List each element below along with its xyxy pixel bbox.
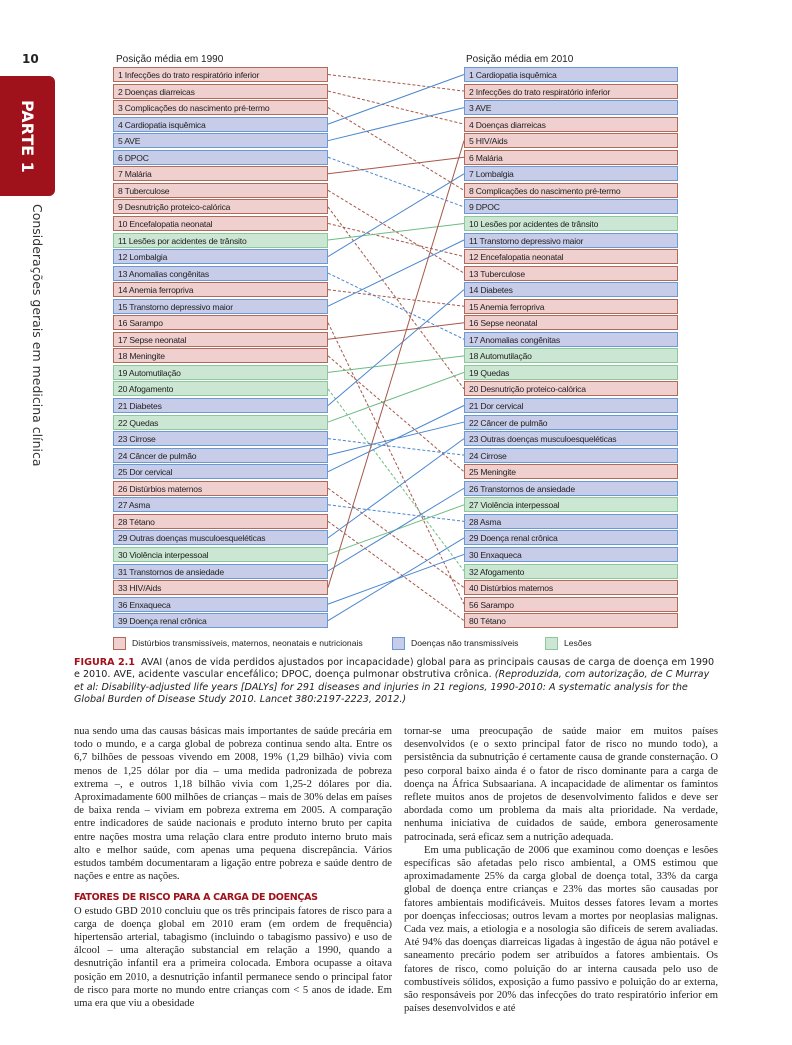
- left-rank-row: 28 Tétano: [113, 514, 328, 529]
- left-rank-row: 26 Distúrbios maternos: [113, 481, 328, 496]
- rank-connector: [328, 356, 464, 472]
- rank-connector: [328, 108, 464, 191]
- right-rank-row: 20 Desnutrição proteico-calórica: [464, 381, 678, 396]
- right-rank-row: 30 Enxaqueca: [464, 547, 678, 562]
- rank-connector: [328, 323, 464, 340]
- legend-swatch: [545, 637, 558, 650]
- rank-connector: [328, 389, 464, 571]
- rank-connector: [328, 223, 464, 240]
- right-rank-row: 1 Cardiopatia isquêmica: [464, 67, 678, 82]
- legend-item-injuries: [545, 637, 592, 650]
- right-rank-row: 18 Automutilação: [464, 348, 678, 363]
- right-rank-row: 40 Distúrbios maternos: [464, 580, 678, 595]
- left-rank-row: 18 Meningite: [113, 348, 328, 363]
- legend-swatch: [113, 637, 126, 650]
- right-rank-row: 6 Malária: [464, 150, 678, 165]
- part-label: PARTE 1: [18, 100, 37, 173]
- left-rank-row: 2 Doenças diarreicas: [113, 84, 328, 99]
- right-rank-row: 4 Doenças diarreicas: [464, 117, 678, 132]
- body-right-column: [404, 725, 718, 1015]
- right-rank-row: 11 Transtorno depressivo maior: [464, 233, 678, 248]
- left-rank-row: 1 Infecções do trato respiratório inferior: [113, 67, 328, 82]
- section-side-text: Considerações gerais em medicina clínica: [30, 204, 45, 467]
- right-rank-row: 16 Sepse neonatal: [464, 315, 678, 330]
- right-rank-row: 2 Infecções do trato respiratório inferior: [464, 84, 678, 99]
- right-column-title: Posição média em 2010: [466, 54, 574, 65]
- legend-swatch: [392, 637, 405, 650]
- left-rank-row: 9 Desnutrição proteico-calórica: [113, 199, 328, 214]
- left-rank-row: 4 Cardiopatia isquêmica: [113, 117, 328, 132]
- left-rank-row: 36 Enxaqueca: [113, 597, 328, 612]
- rank-connector: [328, 157, 464, 174]
- left-rank-row: 13 Anomalias congênitas: [113, 266, 328, 281]
- rank-connector: [328, 240, 464, 306]
- right-rank-row: 13 Tuberculose: [464, 266, 678, 281]
- right-rank-row: 29 Doença renal crônica: [464, 530, 678, 545]
- left-rank-row: 27 Asma: [113, 497, 328, 512]
- left-rank-row: 12 Lombalgia: [113, 249, 328, 264]
- right-rank-row: 22 Câncer de pulmão: [464, 415, 678, 430]
- right-rank-row: 8 Complicações do nascimento pré-termo: [464, 183, 678, 198]
- right-rank-row: 10 Lesões por acidentes de trânsito: [464, 216, 678, 231]
- paragraph: O estudo GBD 2010 concluiu que os três principais fatores de risco para a carga de doença global em 2010 eram (em ordem de frequência) hipertensão arterial, tabagismo (incluindo o tabagismo passivo) e uso de álcool – uma alteração substancial em relação a 1990, quando a desnutrição infantil era a primeira colocada. Embora ocupasse a oitava posição em 2010, a desnutrição infantil permanece sendo o principal fator de risco para morte no mundo entre crianças com < 5 anos de idade. Em uma era que viu a obesidade: [74, 905, 392, 1010]
- left-rank-row: 21 Diabetes: [113, 398, 328, 413]
- right-rank-row: 5 HIV/Aids: [464, 133, 678, 148]
- rank-connector: [328, 439, 464, 456]
- rank-connector: [328, 157, 464, 207]
- left-rank-row: 23 Cirrose: [113, 431, 328, 446]
- left-rank-row: 11 Lesões por acidentes de trânsito: [113, 233, 328, 248]
- rank-connector: [328, 207, 464, 389]
- rank-connector: [328, 372, 464, 422]
- left-rank-row: 5 AVE: [113, 133, 328, 148]
- rank-connector: [328, 290, 464, 307]
- body-left-column: [74, 725, 392, 1010]
- left-rank-row: 19 Automutilação: [113, 365, 328, 380]
- rank-connector: [328, 273, 464, 339]
- left-rank-row: 7 Malária: [113, 166, 328, 181]
- left-rank-row: 20 Afogamento: [113, 381, 328, 396]
- rank-connector: [328, 439, 464, 538]
- right-rank-row: 19 Quedas: [464, 365, 678, 380]
- right-rank-row: 56 Sarampo: [464, 597, 678, 612]
- left-rank-row: 33 HIV/Aids: [113, 580, 328, 595]
- rank-connector: [328, 488, 464, 587]
- rank-connector: [328, 223, 464, 256]
- left-column-title: Posição média em 1990: [116, 54, 224, 65]
- left-rank-row: 3 Complicações do nascimento pré-termo: [113, 100, 328, 115]
- paragraph: Em uma publicação de 2006 que examinou como doenças e lesões específicas são afetadas pelo risco ambiental, a OMS estimou que aproximadamente 25% da carga global de doença total, 33% da carga global de doença entre crianças e 23% das mortes são causadas por fatores ambientais modificáveis. Muitos desses fatores levam a mortes por doenças infecciosas; outros levam a mortes por neoplasias malignas. Cada vez mais, a etiologia e a nosologia são difíceis de serem avaliadas. Até 94% das doenças diarreicas ligadas à ingestão de água não potável e saneamento precário podem ser atribuídos a fatores ambientais. Os fatores de risco, como poluição do ar interna causada pelo uso de combustíveis sólidos, exposição a fumo passivo e poluição do ar externa, são responsáveis por 20% das infecções do trato respiratório inferior em países desenvolvidos e até: [404, 844, 718, 1015]
- caption-label: FIGURA 2.1: [74, 657, 135, 668]
- right-rank-row: 25 Meningite: [464, 464, 678, 479]
- legend-label: Doenças não transmissíveis: [411, 637, 519, 648]
- right-rank-row: 14 Diabetes: [464, 282, 678, 297]
- right-rank-row: 15 Anemia ferropriva: [464, 299, 678, 314]
- right-rank-row: 21 Dor cervical: [464, 398, 678, 413]
- page-number: 10: [22, 52, 39, 66]
- rank-connector: [328, 91, 464, 124]
- rank-connector: [328, 75, 464, 92]
- right-rank-row: 12 Encefalopatia neonatal: [464, 249, 678, 264]
- right-rank-row: 27 Violência interpessoal: [464, 497, 678, 512]
- right-rank-row: 26 Transtornos de ansiedade: [464, 481, 678, 496]
- rank-connector: [328, 538, 464, 621]
- rank-connector: [328, 488, 464, 571]
- right-rank-row: 9 DPOC: [464, 199, 678, 214]
- left-rank-row: 6 DPOC: [113, 150, 328, 165]
- right-rank-row: 80 Tétano: [464, 613, 678, 628]
- rank-connector: [328, 108, 464, 141]
- rank-connector: [328, 174, 464, 257]
- left-rank-row: 30 Violência interpessoal: [113, 547, 328, 562]
- left-rank-row: 16 Sarampo: [113, 315, 328, 330]
- rank-connector: [328, 406, 464, 472]
- left-rank-row: 15 Transtorno depressivo maior: [113, 299, 328, 314]
- left-rank-row: 14 Anemia ferropriva: [113, 282, 328, 297]
- left-rank-row: 8 Tuberculose: [113, 183, 328, 198]
- legend-item-communicable: [113, 637, 363, 650]
- left-rank-row: 39 Doença renal crônica: [113, 613, 328, 628]
- right-rank-row: 17 Anomalias congênitas: [464, 332, 678, 347]
- left-rank-row: 29 Outras doenças musculoesqueléticas: [113, 530, 328, 545]
- right-rank-row: 24 Cirrose: [464, 448, 678, 463]
- left-rank-row: 24 Câncer de pulmão: [113, 448, 328, 463]
- figure-caption: [74, 657, 716, 706]
- right-rank-row: 28 Asma: [464, 514, 678, 529]
- caption-text: AVAI (anos de vida perdidos ajustados por incapacidade) global para as principais causas de carga de doença em 1990 e 2010. AVE, acidente vascular encefálico; DPOC, doença pulmonar obstrutiva crônica.: [74, 657, 715, 681]
- left-rank-row: 17 Sepse neonatal: [113, 332, 328, 347]
- legend-label: Distúrbios transmissíveis, maternos, neonatais e nutricionais: [132, 637, 363, 648]
- legend-item-noncommunicable: [392, 637, 518, 650]
- right-rank-row: 3 AVE: [464, 100, 678, 115]
- left-rank-row: 22 Quedas: [113, 415, 328, 430]
- rank-connector: [328, 290, 464, 406]
- paragraph: nua sendo uma das causas básicas mais importantes de saúde precária em todo o mundo, e a carga global de pobreza continua sendo alta. Entre os 6,7 bilhões de pessoas vivendo em 2008, 19% (1,29 bilhão) vivia com menos de 1,25 dólar por dia – uma medida padronizada de pobreza extrema –, e outros 1,18 bilhão vivia com 1,25-2 dólares por dia. Aproximadamente 600 milhões de crianças – mais de 30% delas em países de baixa renda – viviam em pobreza extrema em 2005. A comparação entre indicadores de saúde nacionais e produto interno bruto per capita entre nações mostra uma relação clara entre produto interno bruto mais alto e melhor saúde, com apenas uma pequena discrepância. Vários estudos também documentaram a ligação entre pobreza e saúde dentro de nações e entre as nações.: [74, 726, 392, 883]
- caption-citation: (Reproduzida, com autorização, de C Murray et al: Disability-adjusted life years [DALYs] for 291 diseases and injuries in 21 regions, 1990-2010: A systematic analysis for the Global Burden of Disease Study 2010. Lancet 380:2197-2223, 2012.): [74, 669, 710, 705]
- left-rank-row: 25 Dor cervical: [113, 464, 328, 479]
- left-rank-row: 10 Encefalopatia neonatal: [113, 216, 328, 231]
- legend-label: Lesões: [564, 637, 592, 648]
- right-rank-row: 7 Lombalgia: [464, 166, 678, 181]
- left-rank-row: 31 Transtornos de ansiedade: [113, 564, 328, 579]
- section-heading: FATORES DE RISCO PARA A CARGA DE DOENÇAS: [74, 892, 318, 904]
- right-rank-row: 23 Outras doenças musculoesqueléticas: [464, 431, 678, 446]
- paragraph: tornar-se uma preocupação de saúde maior em muitos países desenvolvidos (e o sexto principal fator de risco no mundo todo), a persistência da subnutrição é certamente causa de grande consternação. O peso corporal baixo ainda é o fator de risco dominante para a carga de doença na África Subsaariana. A incapacidade de alimentar os famintos reflete muitos anos de projetos de desenvolvimento falidos e deve ser abordada como um problema da mais alta prioridade. Na verdade, nenhuma iniciativa de cuidados de saúde, embora generosamente patrocinada, será eficaz sem a nutrição adequada.: [404, 726, 718, 843]
- right-rank-row: 32 Afogamento: [464, 564, 678, 579]
- rank-connector: [328, 75, 464, 125]
- rank-connector: [328, 521, 464, 620]
